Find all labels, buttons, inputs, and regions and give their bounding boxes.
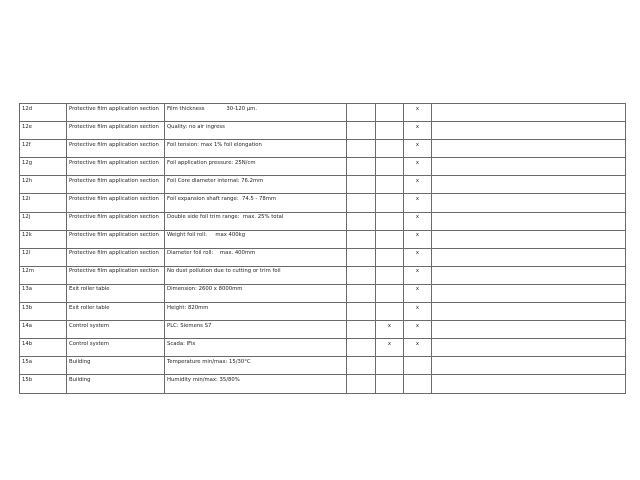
table-row xyxy=(20,122,626,140)
remarks-cell xyxy=(432,284,626,302)
remarks-cell xyxy=(432,266,626,284)
check-cell-3 xyxy=(404,357,432,375)
section-cell: Control system xyxy=(67,321,165,339)
remarks-cell xyxy=(432,375,626,393)
section-cell: Protective film application section xyxy=(67,176,165,194)
check-cell-2 xyxy=(376,375,404,393)
remarks-cell xyxy=(432,194,626,212)
check-cell-3: x xyxy=(404,248,432,266)
row-id-cell: 12i xyxy=(20,194,67,212)
spec-cell: Foil application pressure: 25N/cm xyxy=(165,158,347,176)
check-cell-2 xyxy=(376,357,404,375)
table-row xyxy=(20,303,626,321)
spec-cell: Diameter foil roll: max. 400mm xyxy=(165,248,347,266)
spec-table xyxy=(19,103,626,394)
table-row xyxy=(20,194,626,212)
check-cell-3: x xyxy=(404,140,432,158)
check-cell-3: x xyxy=(404,321,432,339)
section-cell: Protective film application section xyxy=(67,104,165,122)
check-cell-3: x xyxy=(404,122,432,140)
section-cell: Protective film application section xyxy=(67,158,165,176)
table-row xyxy=(20,248,626,266)
section-cell: Protective film application section xyxy=(67,122,165,140)
spec-cell: Foil expansion shaft range: 74.5 - 78mm xyxy=(165,194,347,212)
check-cell-2 xyxy=(376,122,404,140)
check-cell-3 xyxy=(404,375,432,393)
spec-cell: Film thickness 30-120 µm. xyxy=(165,104,347,122)
check-cell-2: x xyxy=(376,339,404,357)
section-cell: Protective film application section xyxy=(67,266,165,284)
remarks-cell xyxy=(432,104,626,122)
check-cell-2 xyxy=(376,194,404,212)
spec-cell: PLC: Siemens S7 xyxy=(165,321,347,339)
row-id-cell: 14a xyxy=(20,321,67,339)
check-cell-2 xyxy=(376,212,404,230)
row-id-cell: 12e xyxy=(20,122,67,140)
check-cell-1 xyxy=(347,266,376,284)
table-row xyxy=(20,339,626,357)
table-row xyxy=(20,375,626,393)
table-row xyxy=(20,357,626,375)
check-cell-2 xyxy=(376,176,404,194)
check-cell-3: x xyxy=(404,104,432,122)
check-cell-3: x xyxy=(404,339,432,357)
remarks-cell xyxy=(432,339,626,357)
check-cell-1 xyxy=(347,303,376,321)
check-cell-1 xyxy=(347,284,376,302)
table-row xyxy=(20,140,626,158)
remarks-cell xyxy=(432,230,626,248)
check-cell-1 xyxy=(347,194,376,212)
remarks-cell xyxy=(432,140,626,158)
row-id-cell: 12k xyxy=(20,230,67,248)
table-row xyxy=(20,230,626,248)
remarks-cell xyxy=(432,212,626,230)
check-cell-1 xyxy=(347,122,376,140)
remarks-cell xyxy=(432,248,626,266)
section-cell: Control system xyxy=(67,339,165,357)
check-cell-1 xyxy=(347,375,376,393)
row-id-cell: 12d xyxy=(20,104,67,122)
spec-cell: Temperature min/max: 15/30°C xyxy=(165,357,347,375)
row-id-cell: 12m xyxy=(20,266,67,284)
section-cell: Protective film application section xyxy=(67,194,165,212)
check-cell-3: x xyxy=(404,176,432,194)
spec-cell: Humidity min/max: 35/80% xyxy=(165,375,347,393)
table-row xyxy=(20,104,626,122)
check-cell-1 xyxy=(347,212,376,230)
spec-cell: Foil tension: max 1% foil elongation xyxy=(165,140,347,158)
row-id-cell: 13a xyxy=(20,284,67,302)
table-row xyxy=(20,158,626,176)
check-cell-1 xyxy=(347,140,376,158)
row-id-cell: 12l xyxy=(20,248,67,266)
row-id-cell: 15a xyxy=(20,357,67,375)
row-id-cell: 13b xyxy=(20,303,67,321)
check-cell-2 xyxy=(376,248,404,266)
row-id-cell: 12f xyxy=(20,140,67,158)
check-cell-2 xyxy=(376,104,404,122)
row-id-cell: 12j xyxy=(20,212,67,230)
check-cell-2 xyxy=(376,230,404,248)
check-cell-1 xyxy=(347,104,376,122)
check-cell-1 xyxy=(347,176,376,194)
check-cell-2 xyxy=(376,158,404,176)
row-id-cell: 12g xyxy=(20,158,67,176)
table-row xyxy=(20,284,626,302)
check-cell-1 xyxy=(347,339,376,357)
check-cell-3: x xyxy=(404,194,432,212)
section-cell: Exit roller table xyxy=(67,284,165,302)
section-cell: Building xyxy=(67,375,165,393)
check-cell-2 xyxy=(376,266,404,284)
row-id-cell: 14b xyxy=(20,339,67,357)
check-cell-3: x xyxy=(404,284,432,302)
remarks-cell xyxy=(432,176,626,194)
row-id-cell: 12h xyxy=(20,176,67,194)
check-cell-1 xyxy=(347,230,376,248)
check-cell-1 xyxy=(347,158,376,176)
check-cell-3: x xyxy=(404,303,432,321)
remarks-cell xyxy=(432,122,626,140)
remarks-cell xyxy=(432,357,626,375)
spec-cell: Height: 820mm xyxy=(165,303,347,321)
section-cell: Exit roller table xyxy=(67,303,165,321)
spec-cell: Scada: IFix xyxy=(165,339,347,357)
section-cell: Protective film application section xyxy=(67,140,165,158)
table-row xyxy=(20,321,626,339)
spec-cell: Foil Core diameter internal: 76.2mm xyxy=(165,176,347,194)
spec-table-body xyxy=(20,104,626,394)
section-cell: Building xyxy=(67,357,165,375)
spec-cell: Weight foil roll: max 400kg xyxy=(165,230,347,248)
row-id-cell: 15b xyxy=(20,375,67,393)
table-row xyxy=(20,176,626,194)
spec-cell: No dust pollution due to cutting or trim foil xyxy=(165,266,347,284)
spec-cell: Quality: no air ingress xyxy=(165,122,347,140)
check-cell-1 xyxy=(347,321,376,339)
section-cell: Protective film application section xyxy=(67,248,165,266)
check-cell-3: x xyxy=(404,212,432,230)
spec-cell: Double side foil trim range: max. 25% total xyxy=(165,212,347,230)
remarks-cell xyxy=(432,303,626,321)
section-cell: Protective film application section xyxy=(67,230,165,248)
check-cell-3: x xyxy=(404,158,432,176)
check-cell-3: x xyxy=(404,266,432,284)
check-cell-3: x xyxy=(404,230,432,248)
check-cell-1 xyxy=(347,357,376,375)
section-cell: Protective film application section xyxy=(67,212,165,230)
remarks-cell xyxy=(432,321,626,339)
check-cell-1 xyxy=(347,248,376,266)
check-cell-2 xyxy=(376,140,404,158)
table-row xyxy=(20,266,626,284)
check-cell-2 xyxy=(376,303,404,321)
remarks-cell xyxy=(432,158,626,176)
table-row xyxy=(20,212,626,230)
check-cell-2: x xyxy=(376,321,404,339)
spec-cell: Dimension: 2600 x 8000mm xyxy=(165,284,347,302)
check-cell-2 xyxy=(376,284,404,302)
